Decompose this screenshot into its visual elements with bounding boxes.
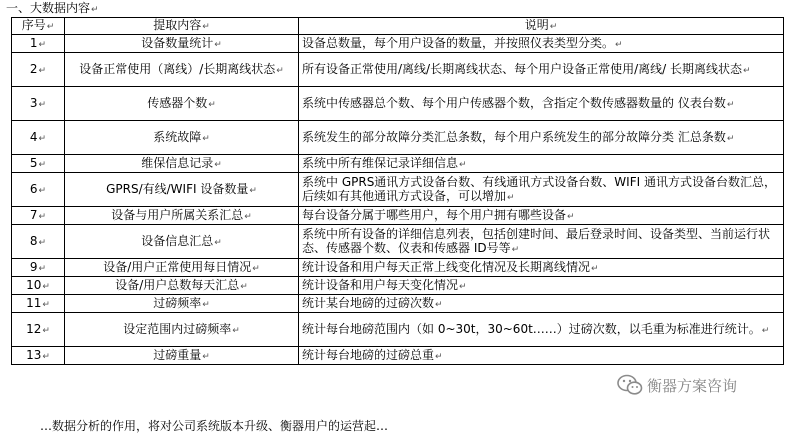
item-cell: 设定范围内过磅频率↵ [65,313,299,347]
item-cell: 传感器个数↵ [65,87,299,121]
table-row [12,121,784,155]
header-cell-item: 提取内容↵ [65,18,299,35]
table-row [12,53,784,87]
index-cell: 3↵ [12,87,65,121]
description-cell: 所有设备正常使用/离线/长期离线状态、每个用户设备正常使用/离线/ 长期离线状态↵ [299,53,784,87]
table-row [12,347,784,365]
table-row [12,35,784,53]
table-header-row [12,18,784,35]
table-row [12,87,784,121]
description-cell: 系统中所有设备的详细信息列表，包括创建时间、最后登录时间、设备类型、当前运行状态、传感器个数、仪表和传感器 ID号等↵ [299,225,784,259]
description-cell: 统计某台地磅的过磅次数↵ [299,295,784,313]
header-cell-index: 序号↵ [12,18,65,35]
watermark [617,374,737,396]
description-cell: 设备总数量，每个用户设备的数量，并按照仪表类型分类。↵ [299,35,784,53]
description-cell: 系统中所有维保记录详细信息↵ [299,155,784,173]
index-cell: 12↵ [12,313,65,347]
description-cell: 统计每台地磅的过磅总重↵ [299,347,784,365]
description-cell: 系统中传感器总个数、每个用户传感器个数，含指定个数传感器数量的 仪表台数↵ [299,87,784,121]
item-cell: GPRS/有线/WIFI 设备数量↵ [65,173,299,207]
item-cell: 设备/用户正常使用每日情况↵ [65,259,299,277]
item-cell: 设备/用户总数每天汇总↵ [65,277,299,295]
index-cell: 13↵ [12,347,65,365]
table-row [12,277,784,295]
item-cell: 过磅频率↵ [65,295,299,313]
description-cell: 统计每台地磅范围内（如 0~30t，30~60t……）过磅次数，以毛重为标准进行统计。↵ [299,313,784,347]
description-cell: 系统发生的部分故障分类汇总条数，每个用户系统发生的部分故障分类 汇总条数↵ [299,121,784,155]
index-cell: 4↵ [12,121,65,155]
index-cell: 10↵ [12,277,65,295]
table-row [12,295,784,313]
item-cell: 系统故障↵ [65,121,299,155]
item-cell: 设备正常使用（离线）/长期离线状态↵ [65,53,299,87]
description-cell: 统计设备和用户每天正常上线变化情况及长期离线情况↵ [299,259,784,277]
section-heading-text: 一、大数据内容 [6,1,91,15]
index-cell: 6↵ [12,173,65,207]
table-row [12,207,784,225]
item-cell: 过磅重量↵ [65,347,299,365]
data-content-table [11,17,784,365]
watermark-text: 衡器方案咨询 [647,376,738,395]
index-cell: 9↵ [12,259,65,277]
table-row [12,155,784,173]
item-cell: 设备数量统计↵ [65,35,299,53]
item-cell: 维保信息记录↵ [65,155,299,173]
index-cell: 1↵ [12,35,65,53]
item-cell: 设备与用户所属关系汇总↵ [65,207,299,225]
description-cell: 每台设备分属于哪些用户，每个用户拥有哪些设备↵ [299,207,784,225]
description-cell: 统计设备和用户每天变化情况↵ [299,277,784,295]
description-cell: 系统中 GPRS通讯方式设备台数、有线通讯方式设备台数、WIFI 通讯方式设备台数汇总，后续如有其他通讯方式设备，可以增加↵ [299,173,784,207]
index-cell: 2↵ [12,53,65,87]
table-row [12,313,784,347]
index-cell: 11↵ [12,295,65,313]
footer-text-fragment: …数据分析的作用，将对公司系统版本升级、衡器用户的运营起… [40,419,389,433]
wechat-icon [617,374,643,396]
section-heading [6,1,99,17]
paragraph-mark: ↵ [91,5,99,15]
table-row [12,225,784,259]
header-cell-description: 说明↵ [299,18,784,35]
index-cell: 5↵ [12,155,65,173]
index-cell: 7↵ [12,207,65,225]
table-row [12,259,784,277]
index-cell: 8↵ [12,225,65,259]
table-row [12,173,784,207]
item-cell: 设备信息汇总↵ [65,225,299,259]
